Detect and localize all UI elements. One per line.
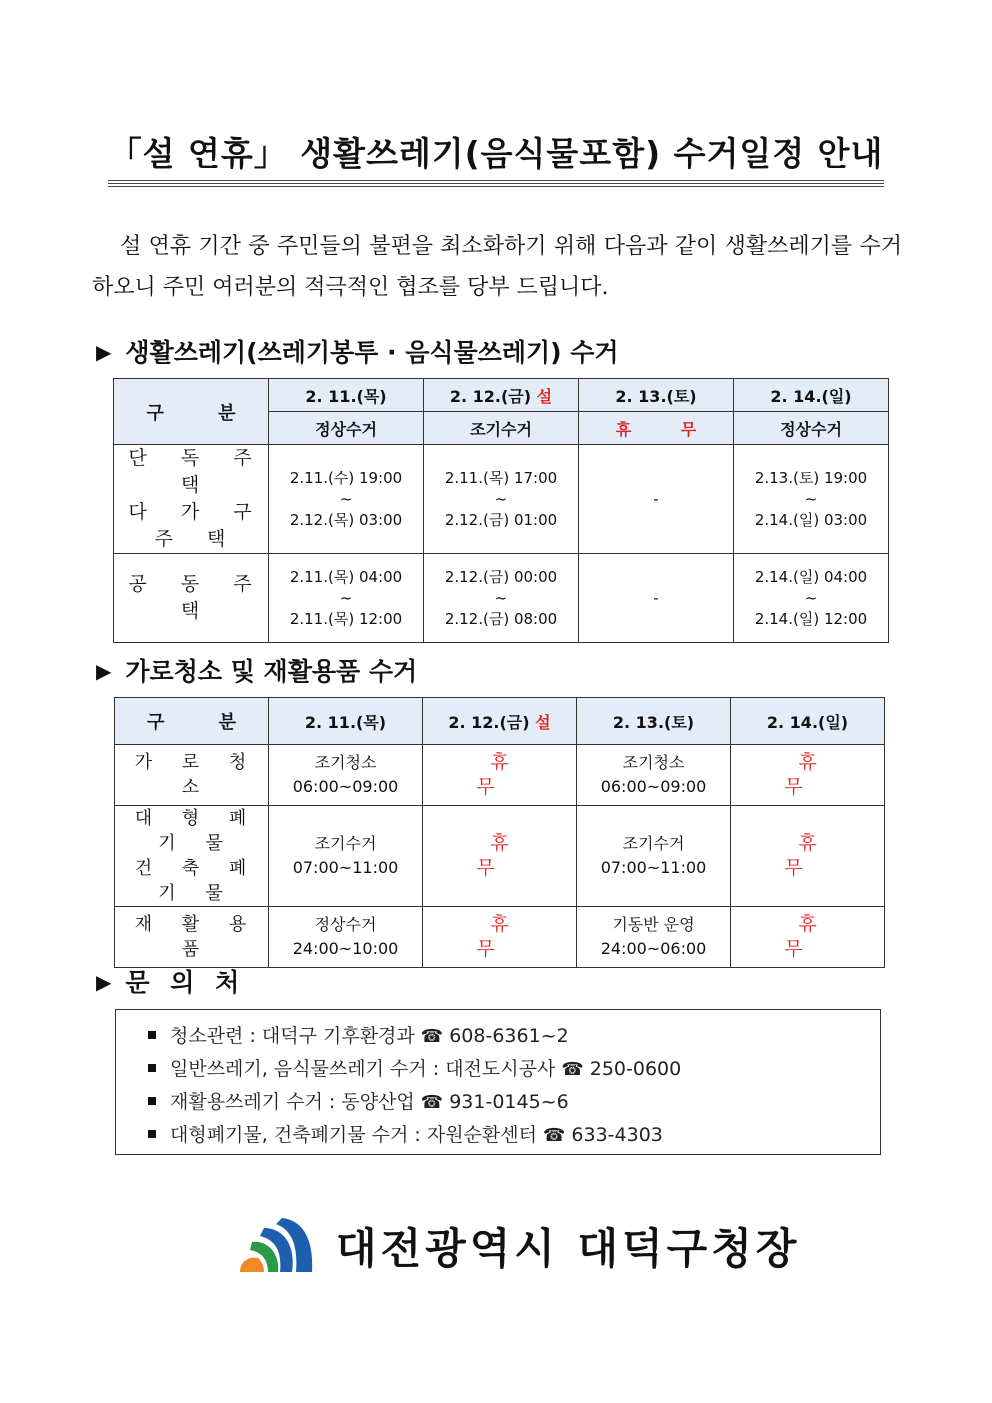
page-title: 「설 연휴」 생활쓰레기(음식물포함) 수거일정 안내 <box>108 134 884 173</box>
bullet-square-icon <box>148 1130 156 1138</box>
table-header-row <box>114 379 889 412</box>
date-header-3: 2. 13.(토) <box>579 379 734 412</box>
holiday-mark: 설 <box>535 712 551 732</box>
date-header-2: 2. 12.(금) 설 <box>424 379 579 412</box>
date-header-1: 2. 11.(목) <box>269 698 423 745</box>
household-waste-table <box>113 378 889 643</box>
row-label: 공 동 주 택 <box>114 554 269 643</box>
row-label: 대 형 폐 기 물 건 축 폐 기 물 <box>115 806 269 907</box>
section-heading-text: 문 의 처 <box>125 968 246 997</box>
rest-cell: 휴 무 <box>423 745 577 806</box>
schedule-cell: 2.14.(일) 04:00 ~ 2.14.(일) 12:00 <box>734 554 889 643</box>
schedule-cell: 조기청소 06:00~09:00 <box>577 745 731 806</box>
telephone-icon: ☎ <box>420 1026 444 1047</box>
status-d4: 정상수거 <box>734 412 889 445</box>
schedule-cell: 2.12.(금) 00:00 ~ 2.12.(금) 08:00 <box>424 554 579 643</box>
table-header-row <box>115 698 885 745</box>
street-cleaning-recycling-table <box>114 697 885 968</box>
rest-cell: 휴 무 <box>731 806 885 907</box>
bullet-square-icon <box>148 1031 156 1039</box>
status-d3: 휴 무 <box>579 412 734 445</box>
org-name: 대전광역시 대덕구청장 <box>336 1224 801 1273</box>
rest-cell: 휴 무 <box>731 907 885 968</box>
table-row <box>114 554 889 643</box>
list-item: 재활용쓰레기 수거 : 동양산업 ☎ 931-0145~6 <box>148 1086 880 1119</box>
row-label: 가 로 청 소 <box>115 745 269 806</box>
list-item: 일반쓰레기, 음식물쓰레기 수거 : 대전도시공사 ☎ 250-0600 <box>148 1053 880 1086</box>
schedule-cell: 2.11.(목) 04:00 ~ 2.11.(목) 12:00 <box>269 554 424 643</box>
triangle-right-icon: ▶ <box>96 659 112 683</box>
schedule-cell: 2.11.(수) 19:00 ~ 2.12.(목) 03:00 <box>269 445 424 554</box>
telephone-icon: ☎ <box>561 1059 584 1080</box>
footer-signature <box>236 1214 801 1274</box>
schedule-cell: - <box>579 554 734 643</box>
schedule-cell: 조기수거 07:00~11:00 <box>269 806 423 907</box>
section-heading-household-waste <box>96 333 619 369</box>
section-heading-text: 생활쓰레기(쓰레기봉투 · 음식물쓰레기) 수거 <box>125 338 619 367</box>
status-d1: 정상수거 <box>269 412 424 445</box>
row-label: 재 활 용 품 <box>115 907 269 968</box>
section-heading-street-recycling <box>96 652 417 688</box>
rest-cell: 휴 무 <box>731 745 885 806</box>
intro-paragraph: 설 연휴 기간 중 주민들의 불편을 최소화하기 위해 다음과 같이 생활쓰레기를 수거하오니 주민 여러분의 적극적인 협조를 당부 드립니다. <box>92 234 902 300</box>
date-header-2: 2. 12.(금) 설 <box>423 698 577 745</box>
bullet-square-icon <box>148 1064 156 1072</box>
schedule-cell: 조기청소 06:00~09:00 <box>269 745 423 806</box>
triangle-right-icon: ▶ <box>96 340 112 364</box>
table-row <box>115 907 885 968</box>
date-header-4: 2. 14.(일) <box>731 698 885 745</box>
list-item: 대형폐기물, 건축폐기물 수거 : 자원순환센터 ☎ 633-4303 <box>148 1119 880 1152</box>
date-header-3: 2. 13.(토) <box>577 698 731 745</box>
telephone-icon: ☎ <box>542 1125 566 1146</box>
schedule-cell: - <box>579 445 734 554</box>
telephone-icon: ☎ <box>420 1092 444 1113</box>
schedule-cell: 기동반 운영 24:00~06:00 <box>577 907 731 968</box>
category-header: 구 분 <box>114 379 269 445</box>
daedeok-logo-icon <box>236 1218 314 1272</box>
date-header-1: 2. 11.(목) <box>269 379 424 412</box>
table-row <box>114 445 889 554</box>
table-row <box>115 745 885 806</box>
table-row <box>115 806 885 907</box>
holiday-mark: 설 <box>536 386 553 406</box>
schedule-cell: 2.13.(토) 19:00 ~ 2.14.(일) 03:00 <box>734 445 889 554</box>
rest-cell: 휴 무 <box>423 806 577 907</box>
section-heading-text: 가로청소 및 재활용품 수거 <box>125 657 418 686</box>
rest-cell: 휴 무 <box>423 907 577 968</box>
bullet-square-icon <box>148 1097 156 1105</box>
date-header-4: 2. 14.(일) <box>734 379 889 412</box>
row-label: 단 독 주 택 다 가 구 주 택 <box>114 445 269 554</box>
category-header: 구 분 <box>115 698 269 745</box>
section-heading-contacts <box>96 963 245 999</box>
contact-box <box>115 1009 881 1155</box>
schedule-cell: 정상수거 24:00~10:00 <box>269 907 423 968</box>
list-item: 청소관련 : 대덕구 기후환경과 ☎ 608-6361~2 <box>148 1020 880 1053</box>
status-d2: 조기수거 <box>424 412 579 445</box>
schedule-cell: 조기수거 07:00~11:00 <box>577 806 731 907</box>
triangle-right-icon: ▶ <box>96 970 112 994</box>
schedule-cell: 2.11.(목) 17:00 ~ 2.12.(금) 01:00 <box>424 445 579 554</box>
title-underline <box>108 180 884 187</box>
